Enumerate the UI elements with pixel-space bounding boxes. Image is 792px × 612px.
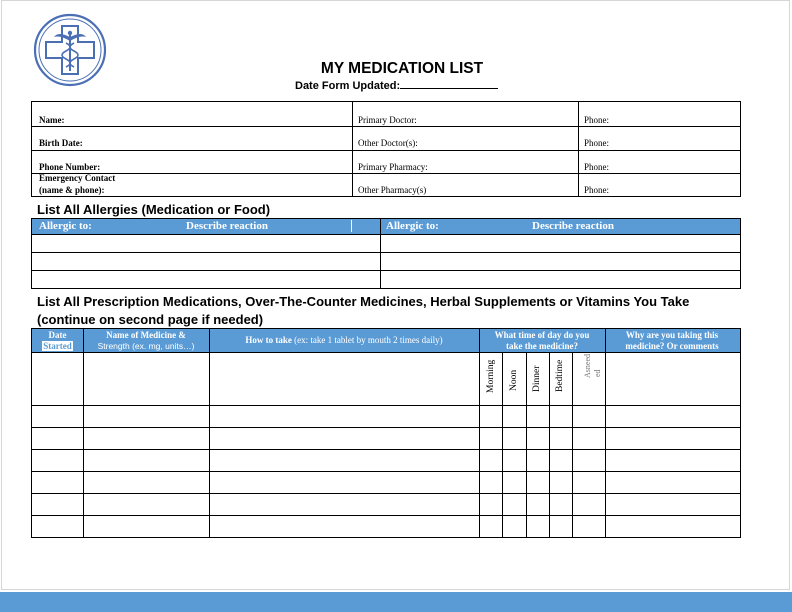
medications-subheading: (continue on second page if needed) [37,312,264,327]
row-divider [32,449,740,450]
other-pharmacy-label: Other Pharmacy(s) [358,185,427,195]
why-header-line1: Why are you taking this [625,329,719,340]
column-divider [380,219,381,288]
row-divider [32,515,740,516]
row-divider [32,270,740,271]
date-form-updated-label: Date Form Updated: [295,80,401,92]
column-divider [209,329,210,537]
column-divider [605,329,606,537]
row-divider [32,352,740,353]
allergies-table [31,218,741,289]
other-doctor-label: Other Doctor(s): [358,138,418,148]
page-title: MY MEDICATION LIST [320,60,484,77]
column-divider [572,352,573,538]
dinner-label: Dinner [532,365,542,392]
phone-label: Phone: [584,162,610,172]
date-form-updated-field[interactable] [400,79,498,89]
emergency-contact-label: Emergency Contact [39,173,116,183]
phone-label: Phone: [584,115,610,125]
row-divider [32,427,740,428]
allergic-to-header: Allergic to: [39,220,92,232]
date-header-line2: Started [43,340,72,351]
footer-bar [0,592,792,612]
row-divider [32,493,740,494]
date-started-header [32,329,83,352]
column-divider [578,102,579,196]
row-divider [32,471,740,472]
medicine-name-header [83,329,209,352]
how-header-rest: (ex: take 1 tablet by mouth 2 times daily) [291,335,443,345]
noon-label: Noon [509,369,519,391]
why-header-line2: medicine? Or comments [625,340,719,351]
phone-label: Phone: [584,138,610,148]
column-divider [526,352,527,538]
as-needed-label-line1: Asneed [583,354,592,378]
primary-doctor-label: Primary Doctor: [358,115,417,125]
primary-pharmacy-label: Primary Pharmacy: [358,162,428,172]
why-taking-header [605,329,739,352]
medicine-header-line1: Name of Medicine & [106,329,186,340]
column-divider [479,329,480,537]
row-divider [32,252,740,253]
describe-reaction-header: Describe reaction [532,220,614,232]
column-divider [549,352,550,538]
as-needed-label-line2: ed [593,369,602,377]
date-form-updated [295,79,498,92]
name-label: Name: [39,115,65,125]
row-divider [32,234,740,235]
allergic-to-header: Allergic to: [386,220,439,232]
birth-date-label: Birth Date: [39,138,83,148]
time-header-line2: take the medicine? [505,340,578,351]
column-divider [502,352,503,538]
row-divider [32,150,740,151]
row-divider [32,126,740,127]
medicine-header-line2: Strength (ex. mg, units…) [97,340,195,351]
how-to-take-header [209,329,479,352]
time-header-line1: What time of day do you [494,329,590,340]
row-divider [32,405,740,406]
medications-table [31,328,741,538]
bedtime-label: Bedtime [555,359,565,392]
phone-number-label: Phone Number: [39,162,101,172]
column-divider [83,329,84,537]
allergies-heading: List All Allergies (Medication or Food) [37,202,271,217]
header-divider [351,220,352,232]
column-divider [352,102,353,196]
contact-info-table [31,101,741,197]
date-header-line1: Date [48,329,67,340]
row-divider [32,173,740,174]
describe-reaction-header: Describe reaction [186,220,268,232]
morning-label: Morning [486,359,496,393]
emergency-contact-sublabel: (name & phone): [39,185,105,195]
phone-label: Phone: [584,185,610,195]
time-of-day-header [479,329,605,352]
medications-heading: List All Prescription Medications, Over-The-Counter Medicines, Herbal Supplements or Vitamins You Take [37,294,690,309]
how-header-bold: How to take [245,335,292,345]
